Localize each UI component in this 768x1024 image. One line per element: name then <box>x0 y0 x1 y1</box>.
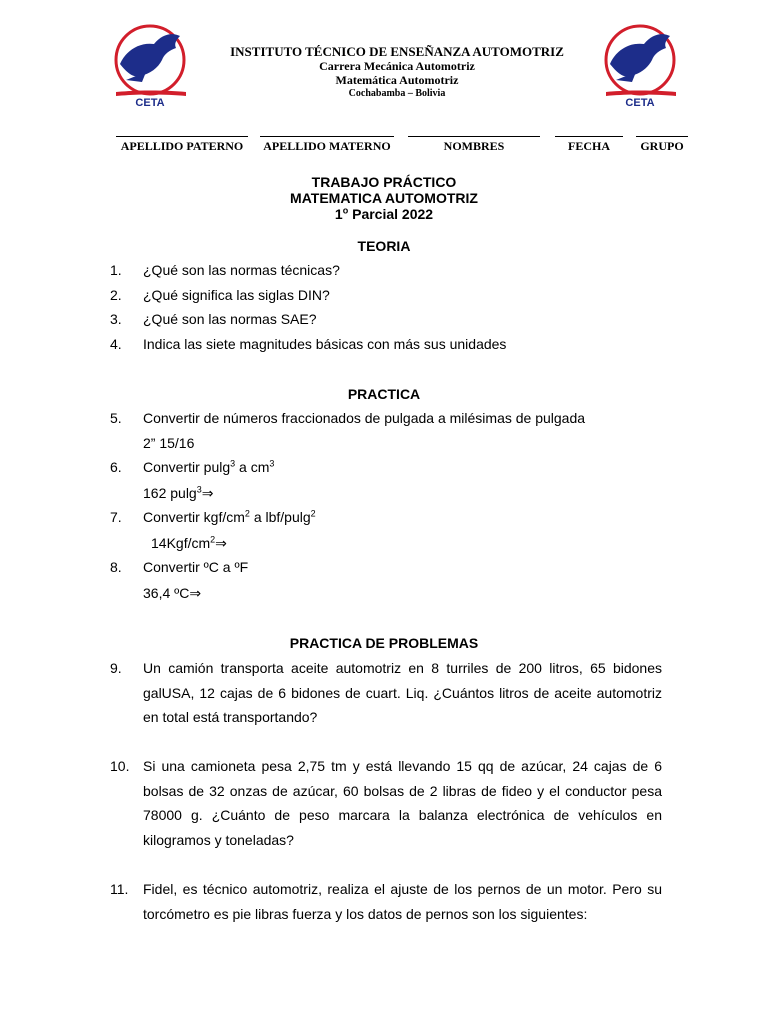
field-grupo[interactable]: GRUPO <box>636 136 688 153</box>
document-header <box>0 44 768 100</box>
title-line1: TRABAJO PRÁCTICO <box>311 174 457 190</box>
field-nombres[interactable]: NOMBRES <box>408 136 540 153</box>
question-6-value: 162 pulg$^3$⇒ <box>143 484 214 501</box>
question-11: 11. Fidel, es técnico automotriz, realiza el ajuste de los pernos de un motor. Pero su torcómetro es pie libras fuerza y los datos de pernos son los siguientes: <box>110 881 662 922</box>
location: Cochabamba – Bolivia <box>348 88 446 99</box>
subject-name: Matemática Automotriz <box>335 73 459 87</box>
section-teoria-heading: TEORIA <box>357 238 411 254</box>
field-apellido-paterno[interactable]: APELLIDO PATERNO <box>116 136 248 153</box>
institution-name: INSTITUTO TÉCNICO DE ENSEÑANZA AUTOMOTRIZ <box>230 44 564 59</box>
career-name: Carrera Mecánica Automotriz <box>319 59 475 73</box>
section-problemas-heading: PRACTICA DE PROBLEMAS <box>289 635 479 651</box>
section-practica-heading: PRACTICA <box>347 386 421 402</box>
question-5-value: 2” 15/16 <box>143 435 195 451</box>
question-10: 10. Si una camioneta pesa 2,75 tm y está llevando 15 qq de azúcar, 24 cajas de 6 bolsas de 32 onzas de azúcar, 60 bolsas de 2 libras de fideo y el conductor pesa 78000 g. ¿Cuánto de peso marcara la balanza electrónica de vehículos en kilogramos y toneladas? <box>110 758 662 848</box>
title-line3: 1$^o$ Parcial 2022 <box>334 205 434 222</box>
field-apellido-materno[interactable]: APELLIDO MATERNO <box>260 136 394 153</box>
svg-text:CETA: CETA <box>625 97 655 108</box>
svg-text:CETA: CETA <box>135 97 165 108</box>
question-8-value: 36,4 ºC⇒ <box>143 585 202 601</box>
question-9: 9. Un camión transporta aceite automotriz en 8 turriles de 200 litros, 65 bidones galUSA, 12 cajas de 6 bidones de cuart. Liq. ¿Cuántos litros de aceite automotriz en total está transportando? <box>110 660 662 725</box>
document-title <box>0 174 768 222</box>
question-7-value: $14Kgf/cm^2\Rightarrow$ <box>151 534 227 551</box>
title-line2: MATEMATICA AUTOMOTRIZ <box>290 190 478 206</box>
field-fecha[interactable]: FECHA <box>555 136 623 153</box>
